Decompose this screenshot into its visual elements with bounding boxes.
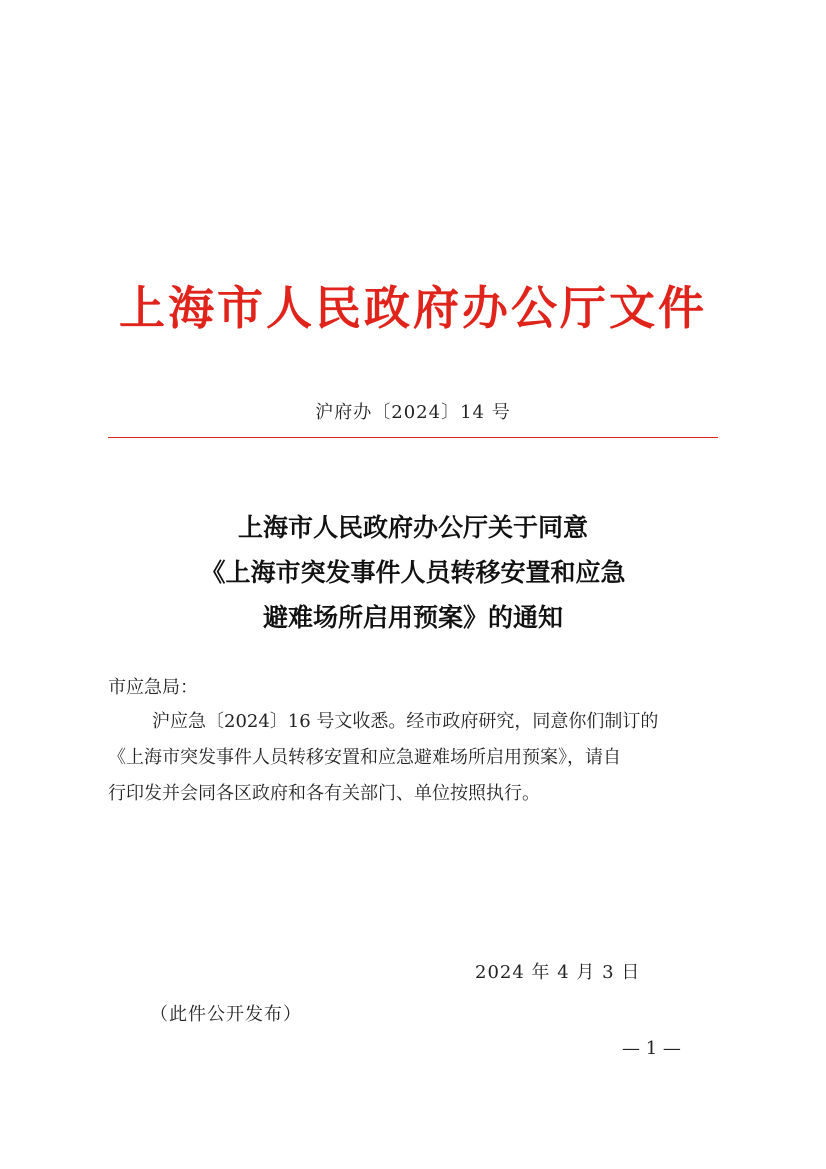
page-number: — 1 — (622, 1038, 681, 1059)
body-line-2: 《上海市突发事件人员转移安置和应急避难场所启用预案》，请自 (108, 747, 621, 768)
document-number: 沪府办〔2024〕14 号 (315, 402, 511, 423)
notice-title (100, 505, 726, 640)
title-line-3: 避难场所启用预案》的通知 (262, 603, 563, 632)
red-divider-line (108, 437, 718, 438)
publish-note: （此件公开发布） (150, 1004, 302, 1025)
masthead-title: 上海市人民政府办公厅文件 (119, 281, 707, 335)
body-line-3: 行印发并会同各区政府和各有关部门、单位按照执行。 (108, 783, 540, 804)
issue-date: 2024 年 4 月 3 日 (475, 962, 641, 983)
addressee: 市应急局： (108, 677, 198, 698)
body-line-1: 沪应急〔2024〕16 号文收悉。经市政府研究，同意你们制订的 (152, 711, 659, 732)
title-line-2: 《上海市突发事件人员转移安置和应急 (200, 558, 626, 587)
body-paragraph (108, 704, 718, 812)
title-line-1: 上海市人民政府办公厅关于同意 (237, 513, 588, 542)
